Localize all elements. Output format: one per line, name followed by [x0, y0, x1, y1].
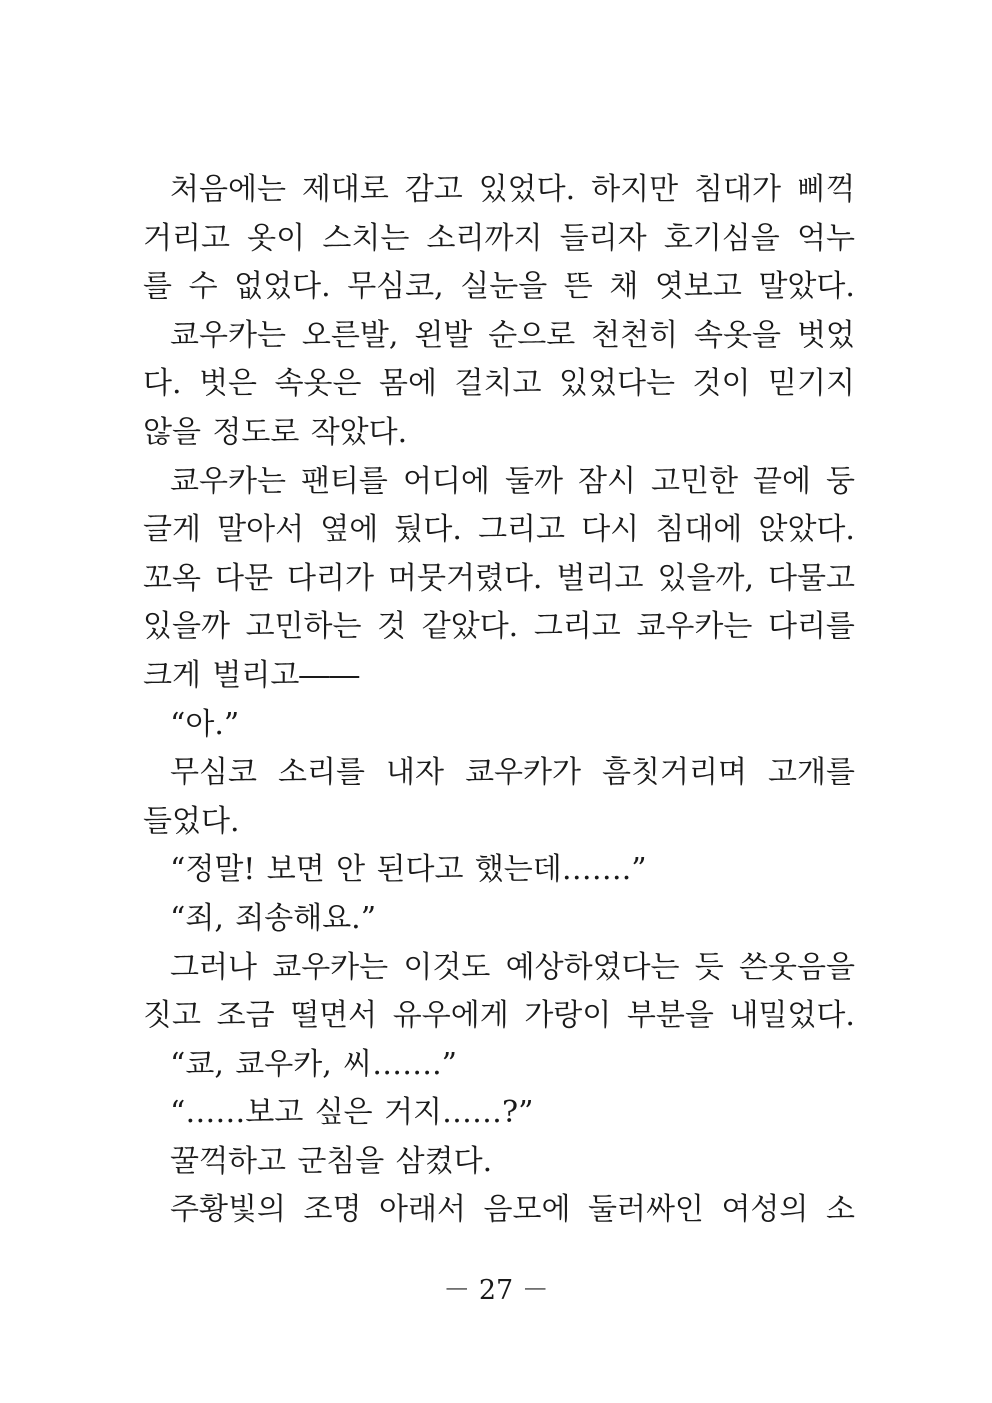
word: 감고 [404, 172, 463, 207]
word: 엿보고 [654, 269, 742, 305]
word: 쿄우카가 [465, 755, 581, 791]
word: 이것도 [403, 949, 491, 985]
word: 소리까지 [426, 220, 543, 256]
word: 군침을 [297, 1143, 385, 1179]
word: 다시 [581, 512, 640, 548]
word: 있을까, [657, 560, 754, 596]
word: 다리를 [767, 609, 855, 645]
word: 어디에 [402, 463, 490, 499]
page-number: － 27 － [443, 1275, 549, 1306]
text-line [143, 1186, 855, 1235]
word: 말았다. [758, 269, 855, 305]
text-line [143, 798, 855, 847]
word: 작았다. [310, 414, 408, 450]
word: 다물고 [768, 560, 855, 596]
text-line [143, 1138, 855, 1187]
word: 있었다는 [559, 366, 675, 402]
word: 다리가 [287, 560, 374, 596]
word: 소 [825, 1192, 855, 1228]
word: 제대로 [301, 172, 389, 207]
word: 쿄우카는 [170, 317, 286, 353]
word: 뒀다. [394, 512, 462, 548]
word: 채 [609, 269, 639, 305]
text-line [143, 166, 855, 215]
text-line [143, 846, 855, 895]
text-line [143, 749, 855, 798]
word: 그러나 [170, 949, 257, 985]
word: 크게 [143, 657, 201, 693]
word: 속옷은 [274, 366, 362, 402]
text-line [143, 895, 855, 944]
text-line [143, 360, 855, 409]
word: 쓴웃음을 [739, 949, 855, 985]
text-line [143, 992, 855, 1041]
word: 수 [188, 269, 218, 305]
text-line [143, 1089, 855, 1138]
word: 부분을 [626, 998, 714, 1034]
word: 내밀었다. [729, 998, 855, 1034]
word: 쿄우카는 [636, 609, 753, 645]
word: “정말! [170, 852, 256, 888]
word: 소리를 [278, 755, 365, 791]
word: 보면 [266, 852, 325, 888]
word: 속옷을 [694, 317, 781, 353]
word: 정도로 [212, 414, 300, 450]
word: 유우에게 [392, 998, 509, 1034]
word: 고민한 [651, 463, 738, 499]
word: 꼬옥 [143, 560, 201, 596]
word: 옷이 [247, 220, 306, 256]
text-line [143, 263, 855, 312]
text-line [143, 458, 855, 507]
word: 순으로 [488, 317, 576, 353]
word: 조금 [216, 998, 275, 1034]
word: 예상하였다는 [505, 949, 680, 985]
word: 조명 [303, 1192, 362, 1228]
word: 안 [336, 852, 366, 888]
word: 들었다. [143, 803, 240, 839]
text-line [143, 312, 855, 361]
word: 벗은 [199, 366, 258, 402]
word: 옆에 [320, 512, 379, 548]
word: 있었다. [478, 172, 576, 207]
text-line [143, 701, 855, 750]
text-line [143, 1041, 855, 1090]
word: 실눈을 [460, 269, 548, 305]
word: 뜬 [563, 269, 593, 305]
word: 내자 [386, 755, 444, 791]
word: “쿄, [170, 1046, 224, 1082]
word: 를 [143, 269, 172, 305]
word: 고개를 [768, 755, 855, 791]
word: 꿀꺽하고 [170, 1143, 286, 1179]
word: 침대에 [655, 512, 743, 548]
word: 씨…….” [343, 1046, 457, 1082]
word: 그리고 [533, 609, 621, 645]
word: 없었다. [234, 269, 331, 305]
word: 벗었 [796, 317, 855, 353]
text-line [143, 555, 855, 604]
word: 거지……?” [384, 1095, 534, 1131]
word: 쿄우카는 [272, 949, 389, 985]
word: 떨면서 [290, 998, 378, 1034]
word: 삼켰다. [395, 1143, 493, 1179]
word: “……보고 [170, 1095, 304, 1131]
word: 침대가 [694, 172, 781, 207]
body-text [143, 166, 855, 1235]
word: 벌리고―― [212, 657, 360, 693]
word: 걸치고 [454, 366, 542, 402]
word: 있을까 [143, 609, 230, 645]
word: 가랑이 [524, 998, 612, 1034]
word: “아.” [170, 706, 240, 742]
word: 몸에 [379, 366, 438, 402]
word: 호기심을 [663, 220, 780, 256]
word: 잠시 [577, 463, 636, 499]
word: 여성의 [721, 1192, 809, 1228]
word: 스치는 [322, 220, 410, 256]
word: 주황빛의 [170, 1192, 286, 1228]
word: 둥 [826, 463, 855, 499]
word: 했는데…….” [474, 852, 647, 888]
word: 앉았다. [758, 512, 855, 548]
word: 말아서 [217, 512, 305, 548]
word: 것이 [692, 366, 751, 402]
word: 않을 [143, 414, 201, 450]
word: 벌리고 [556, 560, 644, 596]
text-line [143, 944, 855, 993]
word: 쿄우카는 [170, 463, 286, 499]
word: 같았다. [421, 609, 519, 645]
word: 것 [377, 609, 407, 645]
text-line [143, 506, 855, 555]
word: 짓고 [143, 998, 201, 1034]
word: 죄송해요.” [235, 900, 377, 936]
word: 다문 [215, 560, 273, 596]
word: 듯 [694, 949, 724, 985]
word: 끝에 [753, 463, 811, 499]
text-line [143, 603, 855, 652]
word: 무심코 [170, 755, 257, 791]
word: 고민하는 [245, 609, 362, 645]
text-line [143, 215, 855, 264]
word: 글게 [143, 512, 201, 548]
word: 팬티를 [300, 463, 388, 499]
word: 아래서 [378, 1192, 466, 1228]
word: 음모에 [483, 1192, 571, 1228]
word: 싶은 [314, 1095, 373, 1131]
word: 둘까 [504, 463, 563, 499]
word: “죄, [170, 900, 224, 936]
word: 들리자 [559, 220, 647, 256]
word: 머뭇거렸다. [388, 560, 543, 596]
word: 천천히 [591, 317, 679, 353]
word: 쿄우카, [235, 1046, 332, 1082]
text-line [143, 652, 855, 701]
word: 억누 [796, 220, 855, 256]
word: 된다고 [376, 852, 464, 888]
word: 처음에는 [170, 172, 286, 207]
word: 오른발, [301, 317, 399, 353]
word: 거리고 [143, 220, 230, 256]
word: 흠칫거리며 [602, 755, 747, 791]
word: 둘러싸인 [587, 1192, 704, 1228]
word: 그리고 [478, 512, 566, 548]
word: 믿기지 [767, 366, 855, 402]
word: 왼발 [414, 317, 473, 353]
word: 삐꺽 [796, 172, 855, 207]
word: 다. [143, 366, 182, 402]
word: 하지만 [591, 172, 679, 207]
text-line [143, 409, 855, 458]
word: 무심코, [347, 269, 444, 305]
